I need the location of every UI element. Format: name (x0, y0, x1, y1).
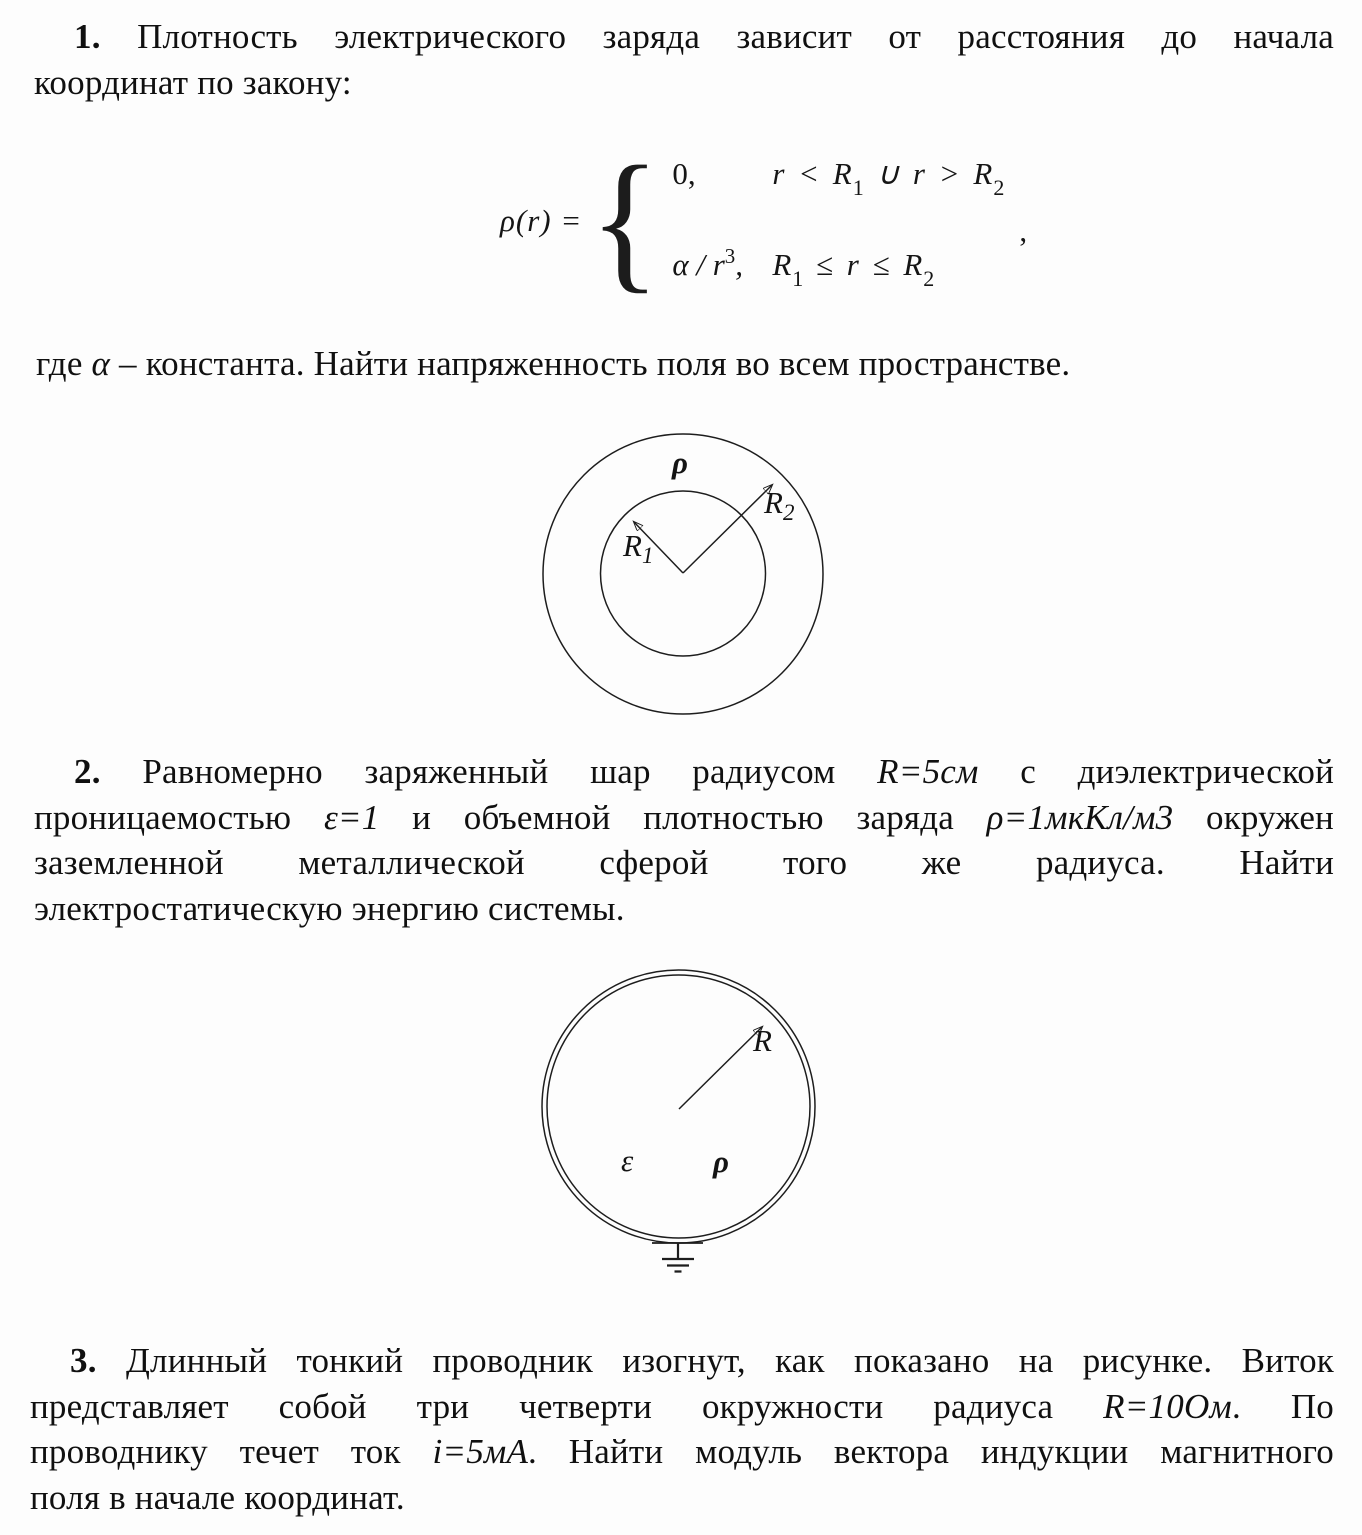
problem-3-number: 3. (70, 1341, 97, 1380)
case2-condition (772, 247, 1003, 292)
p3-radius-value: R=10Ом (1103, 1386, 1232, 1426)
p2-density-value: ρ=1мкКл/м3 (986, 797, 1174, 837)
p2-l2-seg1: проницаемостью (34, 797, 324, 837)
p1-line-1-text: Плотность электрического заряда зависит от расстояния до начала (137, 17, 1334, 56)
task-sentence-rest: – константа. Найти напряженность поля во всем пространстве. (110, 344, 1071, 383)
figure-1-charged-spherical-layer (515, 418, 875, 730)
problem-2-number: 2. (74, 752, 101, 791)
formula-case-1 (672, 155, 1005, 200)
fig2-r-label: R (753, 1023, 772, 1058)
p3-l2-seg2: . По (1231, 1386, 1334, 1426)
fig1-r1-subscript: 1 (641, 543, 654, 568)
case2-comma: , (735, 247, 744, 282)
problem-1-number: 1. (74, 17, 101, 56)
case2-cond-part2: ≤ r ≤ R (802, 247, 923, 282)
p1-task-sentence (36, 344, 1070, 384)
p2-l4-text: электростатическую энергию системы. (34, 888, 625, 928)
case1-cond-part1: r < R (772, 155, 852, 191)
p3-l3-seg2: . Найти модуль вектора индукции магнитного (528, 1432, 1334, 1471)
charge-density-piecewise-formula (500, 134, 1028, 308)
case1-condition (772, 155, 1005, 200)
p2-line-2 (34, 795, 1334, 841)
problem-3-paragraph (30, 1338, 1334, 1520)
p2-l1-seg2: с диэлектрической (978, 752, 1335, 791)
p1-line-2 (34, 60, 1334, 106)
p2-line-4 (34, 886, 1334, 932)
p3-l2-seg1: представляет собой три четверти окружности радиуса (30, 1386, 1104, 1426)
p2-epsilon-value: ε=1 (323, 797, 380, 837)
fig1-r1-base: R (623, 528, 642, 563)
formula-lhs: ρ(r) = (500, 203, 583, 238)
formula-trailing-comma: , (1019, 213, 1028, 248)
p3-line-1 (30, 1338, 1334, 1384)
p2-l2-seg3: окружен (1173, 797, 1334, 837)
figure-2-grounded-sphere (515, 953, 855, 1293)
fig1-r2-subscript: 2 (782, 500, 795, 525)
case1-cond-part2: ∪ r > R (862, 155, 993, 191)
fig2-rho-label: ρ (713, 1144, 729, 1179)
fig1-r1-label (622, 528, 653, 568)
p2-l1-seg1: Равномерно заряженный шар радиусом (142, 752, 878, 791)
problem-2-paragraph (34, 749, 1334, 931)
case2-sub1: 1 (792, 266, 804, 292)
fig1-rho-label: ρ (672, 445, 688, 480)
fig1-r2-base: R (764, 485, 783, 520)
p3-line-4 (30, 1475, 1334, 1521)
p1-line-1 (34, 14, 1334, 60)
p2-line-3 (34, 840, 1334, 886)
alpha-symbol: α (91, 344, 111, 383)
radius-r-arrow (679, 1027, 762, 1109)
p3-l3-seg1: проводнику течет ток (30, 1432, 433, 1471)
p3-current-value: i=5мА (432, 1432, 529, 1471)
case1-sub2: 2 (993, 175, 1005, 200)
p3-l4-text: поля в начале координат. (30, 1477, 405, 1517)
gde-word: где (36, 344, 92, 383)
case2-alpha-over-r: α / r (672, 247, 725, 282)
p3-line-3 (30, 1429, 1334, 1475)
p3-l1-text: Длинный тонкий проводник изогнут, как показано на рисунке. Виток (125, 1341, 1335, 1380)
case2-value (672, 244, 772, 283)
problem-1-paragraph (34, 14, 1334, 105)
formula-case-2 (672, 244, 1003, 292)
case1-value: 0, (672, 155, 696, 191)
p2-l2-seg2: и объемной плотностью заряда (379, 797, 987, 837)
fig1-r2-label (763, 485, 794, 525)
case2-sub2: 2 (923, 266, 935, 292)
case2-cond-part1: R (772, 247, 792, 282)
ground-symbol (662, 1243, 694, 1272)
formula-cases (672, 155, 1005, 292)
fig2-epsilon-label: ε (621, 1143, 634, 1178)
p3-line-2 (30, 1384, 1334, 1430)
p2-l3-text: заземленной металлической сферой того же радиуса. Найти (34, 843, 1334, 882)
metal-shell-outer-circle (542, 970, 815, 1243)
case2-exponent: 3 (724, 244, 736, 268)
radius-r2-arrow (683, 485, 772, 573)
p1-line-2-text: координат по закону: (34, 62, 352, 102)
metal-shell-inner-circle (547, 975, 810, 1238)
p2-line-1 (34, 749, 1334, 795)
case1-sub1: 1 (852, 175, 864, 200)
formula-curly-brace: { (589, 134, 661, 308)
p2-radius-value: R=5см (877, 752, 979, 791)
